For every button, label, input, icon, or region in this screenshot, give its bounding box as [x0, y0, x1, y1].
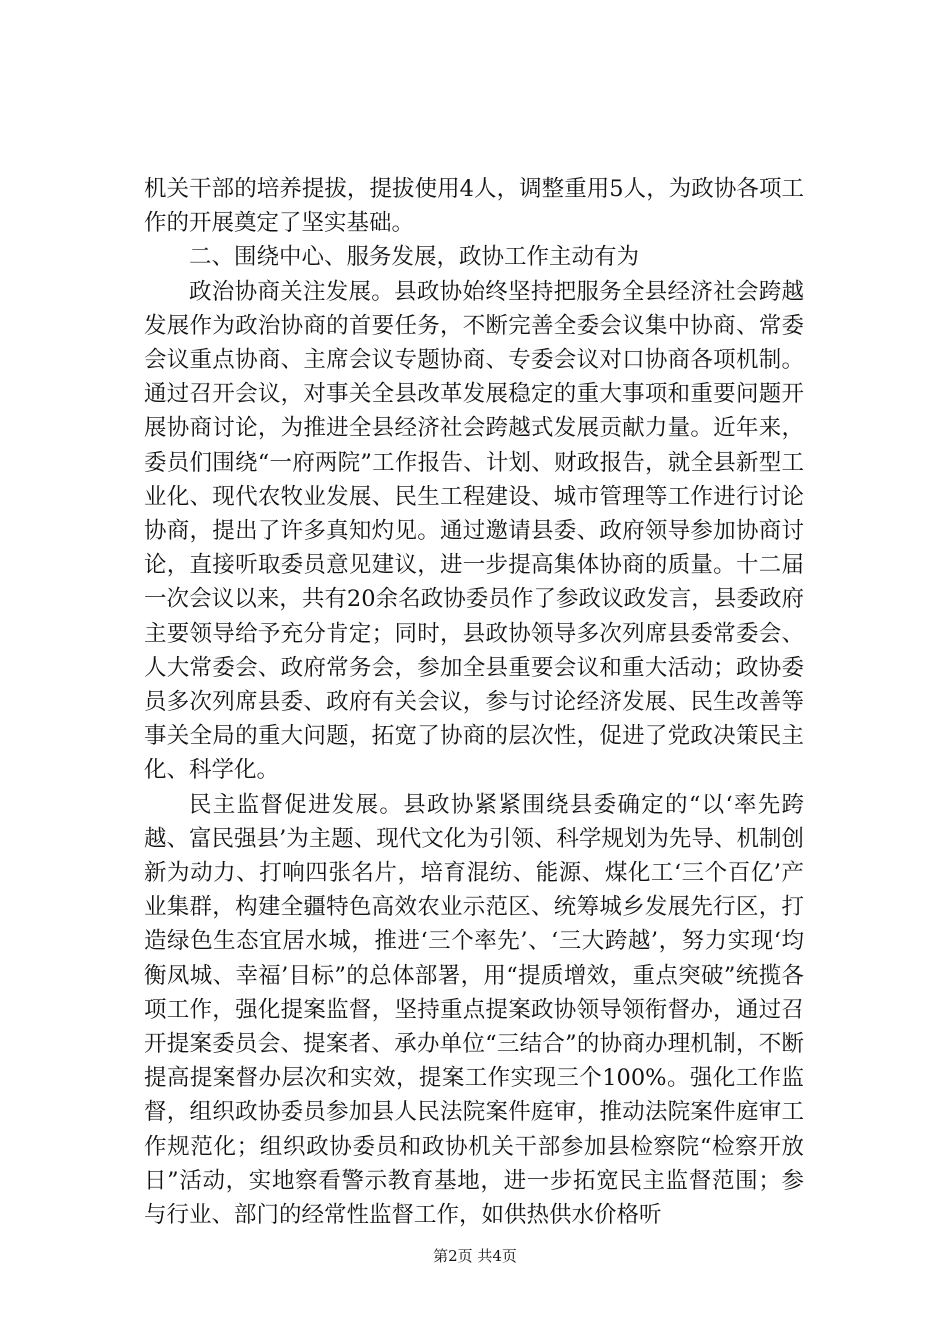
- section-heading: 二、围绕中心、服务发展，政协工作主动有为: [189, 244, 640, 271]
- page-footer: 第2页 共4页: [433, 1247, 517, 1265]
- paragraph-political-consultation: 政治协商关注发展。县政协始终坚持把服务全县经济社会跨越发展作为政治协商的首要任务，不断完善全委会议集中协商、常委会议重点协商、主席会议专题协商、专委会议对口协商各项机制。通过召开会议，对事关全县改革发展稳定的重大事项和重要问题开展协商讨论，为推进全县经济社会跨越式发展贡献力量。近年来，委员们围绕“一府两院”工作报告、计划、财政报告，就全县新型工业化、现代农牧业发展、民生工程建设、城市管理等工作进行讨论协商，提出了许多真知灼见。通过邀请县委、政府领导参加协商讨论，直接听取委员意见建议，进一步提高集体协商的质量。十二届一次会议以来，共有20余名政协委员作了参政议政发言，县委政府主要领导给予充分肯定；同时，县政协领导多次列席县委常委会、人大常委会、政府常务会，参加全县重要会议和重大活动；政协委员多次列席县委、政府有关会议，参与讨论经济发展、民生改善等事关全局的重大问题，拓宽了协商的层次性，促进了党政决策民主化、科学化。: [144, 278, 804, 784]
- document-body: [144, 172, 804, 1232]
- paragraph-continuation: 机关干部的培养提拔，提拔使用4人，调整重用5人，为政协各项工作的开展奠定了坚实基础。: [144, 176, 804, 237]
- paragraph-democratic-supervision: 民主监督促进发展。县政协紧紧围绕县委确定的“以‘率先跨越、富民强县’为主题、现代文化为引领、科学规划为先导、机制创新为动力、打响四张名片，培育混纺、能源、煤化工‘三个百亿’产业集群，构建全疆特色高效农业示范区、统筹城乡发展先行区，打造绿色生态宜居水城，推进‘三个率先’、‘三大跨越’，努力实现‘均衡凤城、幸福’目标”的总体部署，用“提质增效，重点突破”统揽各项工作，强化提案监督，坚持重点提案政协领导领衔督办，通过召开提案委员会、提案者、承办单位“三结合”的协商办理机制，不断提高提案督办层次和实效，提案工作实现三个100%。强化工作监督，组织政协委员参加县人民法院案件庭审，推动法院案件庭审工作规范化；组织政协委员和政协机关干部参加县检察院“检察开放日”活动，实地察看警示教育基地，进一步拓宽民主监督范围；参与行业、部门的经常性监督工作，如供热供水价格听: [144, 791, 804, 1229]
